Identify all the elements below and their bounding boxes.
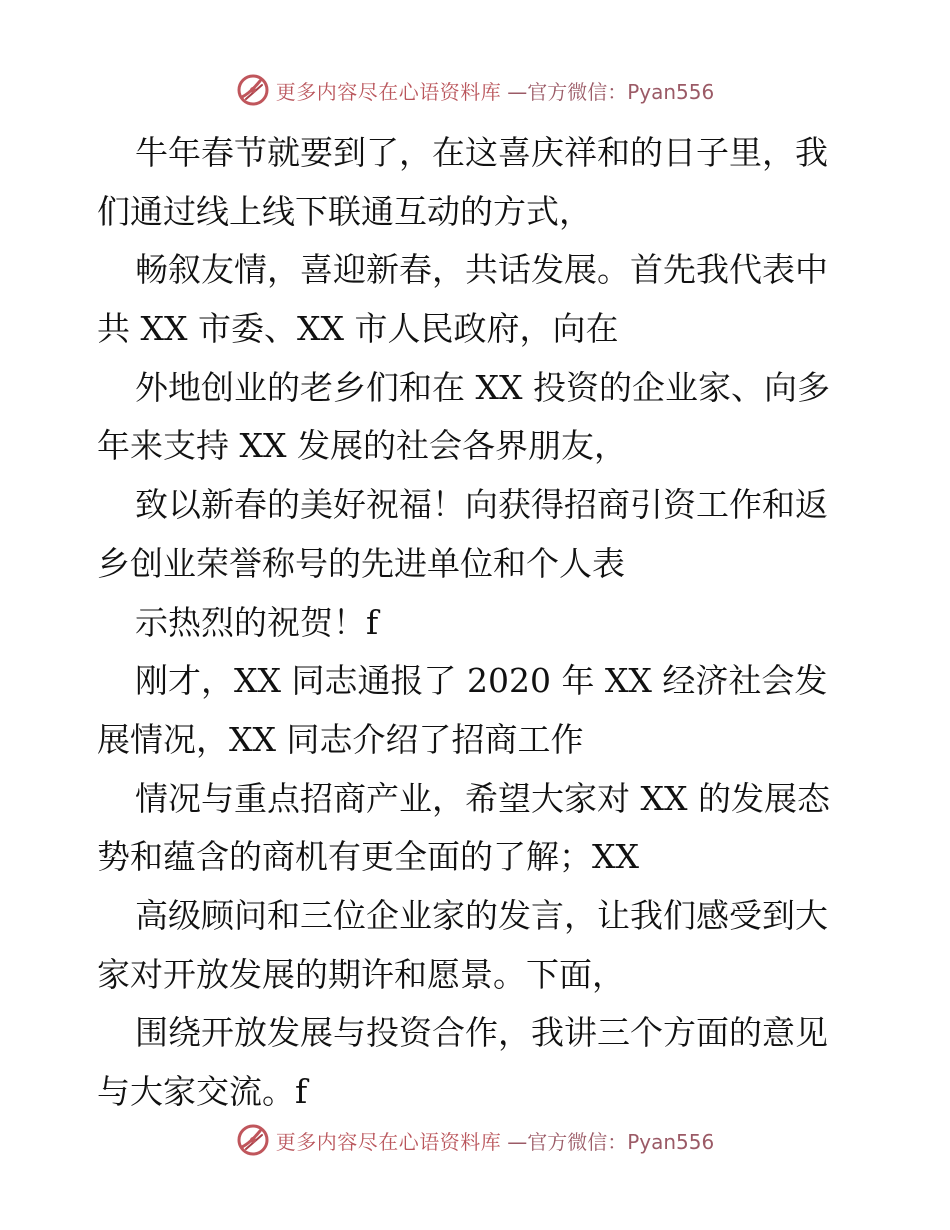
footer-banner-suffix: —官方微信：Pyan556 <box>507 1129 715 1154</box>
text-line: 展情况，XX 同志介绍了招商工作 <box>97 719 584 759</box>
text-line: 共 XX 市委、XX 市人民政府，向在 <box>97 309 619 349</box>
text-line: 们通过线上线下联通互动的方式， <box>97 191 592 231</box>
text-line: 致以新春的美好祝福！向获得招商引资工作和返 <box>135 485 828 525</box>
text-line: 与大家交流。f <box>97 1072 308 1111</box>
text-line: 围绕开放发展与投资合作，我讲三个方面的意见 <box>135 1013 828 1053</box>
text-line: 高级顾问和三位企业家的发言，让我们感受到大 <box>135 895 828 935</box>
text-line: 外地创业的老乡们和在 XX 投资的企业家、向多 <box>135 367 830 407</box>
text-line: 刚才，XX 同志通报了 2020 年 XX 经济社会发 <box>135 661 828 701</box>
text-line: 示热烈的祝贺！f <box>135 602 379 642</box>
text-line: 畅叙友情，喜迎新春，共话发展。首先我代表中 <box>135 250 828 290</box>
document-body <box>97 124 857 1122</box>
footer-banner-text: 更多内容尽在心语资料库 <box>275 1129 502 1154</box>
text-line: 势和蕴含的商机有更全面的了解；XX <box>97 837 639 877</box>
footer-banner <box>0 1120 950 1160</box>
text-line: 情况与重点招商产业，希望大家对 XX 的发展态 <box>135 778 830 818</box>
header-banner-suffix: —官方微信：Pyan556 <box>507 79 715 104</box>
header-banner-text: 更多内容尽在心语资料库 <box>275 79 502 104</box>
text-line: 年来支持 XX 发展的社会各界朋友， <box>97 426 627 466</box>
pen-circle-logo-icon <box>236 1123 270 1157</box>
pen-circle-logo-icon <box>236 73 270 107</box>
header-banner <box>0 70 950 110</box>
text-line: 乡创业荣誉称号的先进单位和个人表 <box>97 543 625 583</box>
text-line: 牛年春节就要到了，在这喜庆祥和的日子里，我 <box>135 133 828 172</box>
text-line: 家对开放发展的期许和愿景。下面， <box>97 954 625 994</box>
